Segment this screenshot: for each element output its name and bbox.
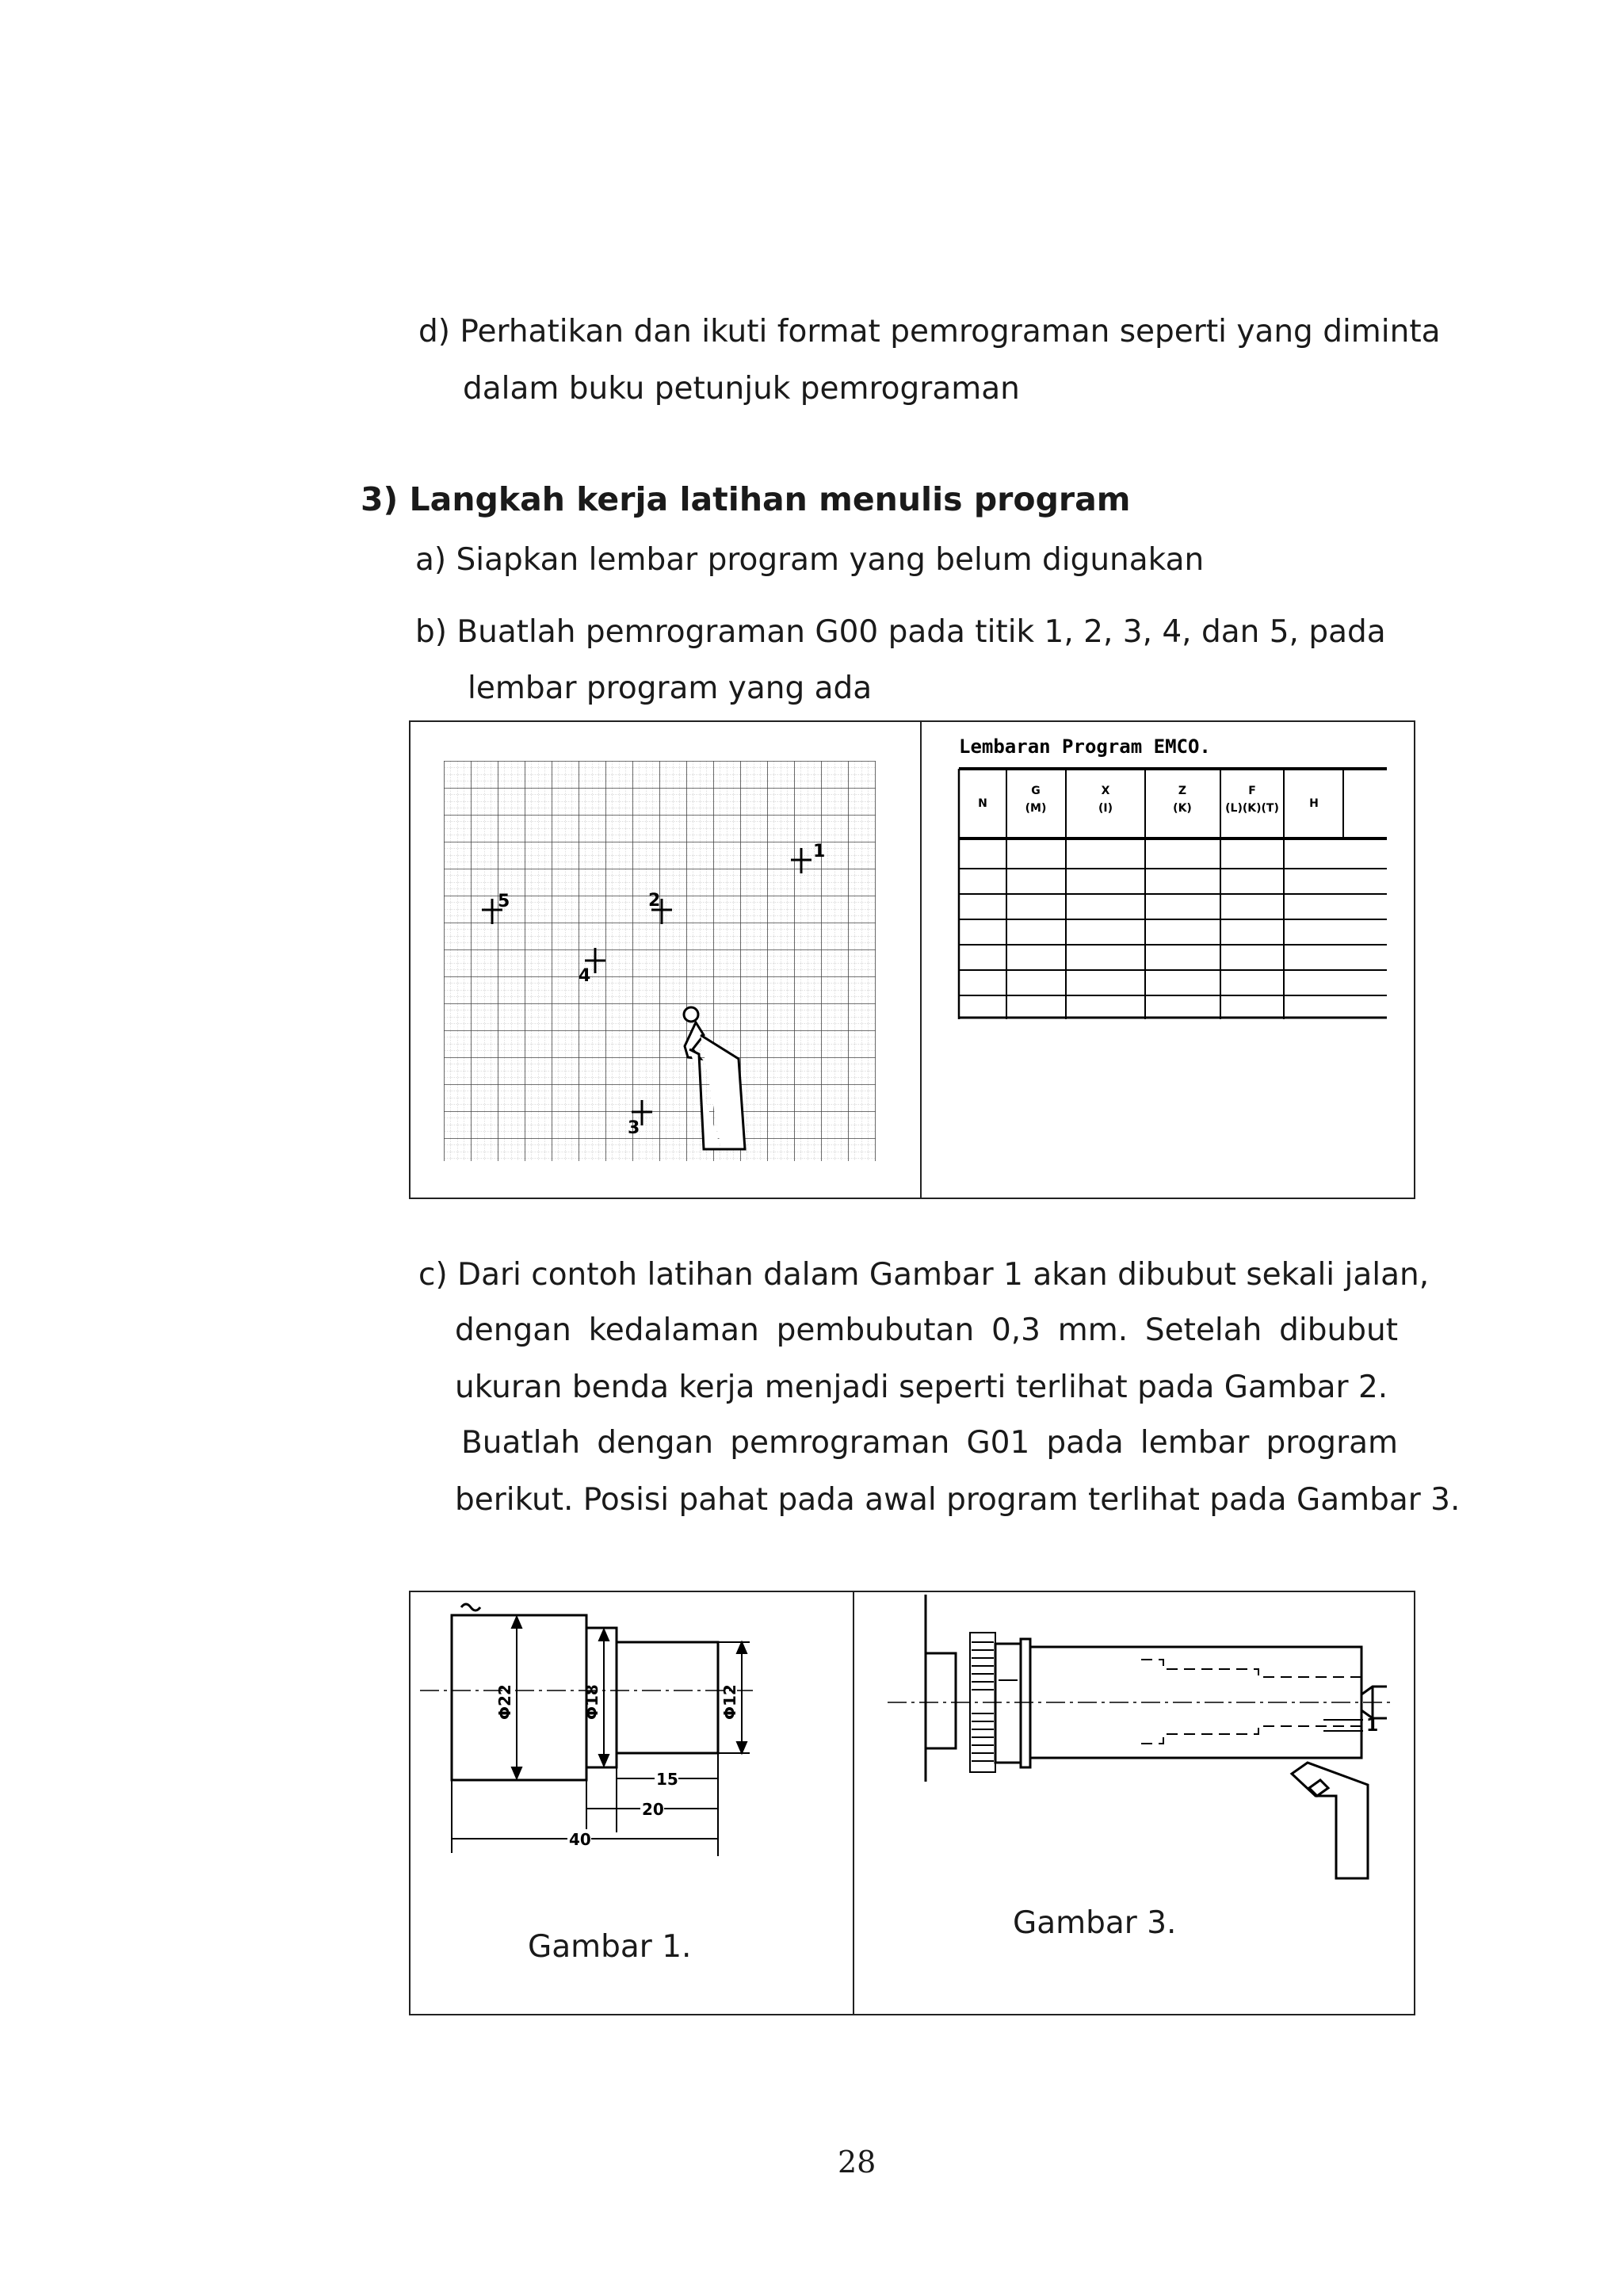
item-b-line2: lembar program yang ada <box>468 670 873 706</box>
grid-figure <box>444 761 880 1165</box>
point-1-label: 1 <box>813 842 826 861</box>
item-c-line1: c) Dari contoh latihan dalam Gambar 1 akan dibubut sekali jalan, <box>418 1257 1430 1293</box>
gambar-1-caption: Gambar 1. <box>528 1929 692 1965</box>
dim-20: 20 <box>642 1800 664 1819</box>
item-c-line2: dengan kedalaman pembubutan 0,3 mm. Setelah dibubut <box>455 1312 1398 1348</box>
col-h-header: H <box>1309 797 1319 810</box>
col-x-header: X <box>1101 785 1110 797</box>
item-c-line5: berikut. Posisi pahat pada awal program terlihat pada Gambar 3. <box>455 1482 1461 1518</box>
section-3-heading: 3) Langkah kerja latihan menulis program <box>361 480 1131 518</box>
dim-d22: Φ22 <box>495 1684 514 1720</box>
item-d-line1: d) Perhatikan dan ikuti format pemrograman seperti yang diminta <box>418 314 1441 350</box>
point-3-label: 3 <box>628 1118 640 1138</box>
dim-15: 15 <box>656 1770 678 1789</box>
point-4-label: 4 <box>579 966 591 986</box>
gambar-1-drawing <box>420 1595 792 1864</box>
col-g-header: G <box>1031 785 1041 797</box>
item-c-line4: Buatlah dengan pemrograman G01 pada lembar program <box>461 1425 1398 1461</box>
col-f-header: F <box>1248 785 1256 797</box>
item-a: a) Siapkan lembar program yang belum digunakan <box>415 542 1205 578</box>
gambar-3-drawing <box>888 1595 1395 1896</box>
item-c-line3: ukuran benda kerja menjadi seperti terlihat pada Gambar 2. <box>455 1370 1388 1405</box>
program-sheet <box>951 726 1395 1059</box>
col-z-header: Z <box>1178 785 1187 797</box>
dim-d18: Φ18 <box>582 1684 601 1720</box>
item-d-line2: dalam buku petunjuk pemrograman <box>463 371 1020 407</box>
col-z-sub: (K) <box>1173 802 1192 815</box>
point-2-label: 2 <box>648 891 661 911</box>
col-g-sub: (M) <box>1025 802 1047 815</box>
program-sheet-title: Lembaran Program EMCO. <box>959 735 1211 758</box>
gambar-3-caption: Gambar 3. <box>1013 1905 1177 1941</box>
gambar-3-label-1: 1 <box>1366 1716 1379 1736</box>
figure-box-divider <box>920 720 922 1199</box>
col-f-sub: (L)(K)(T) <box>1225 802 1279 815</box>
dim-40: 40 <box>569 1830 591 1849</box>
page-number: 28 <box>838 2145 876 2179</box>
dim-d12: Φ12 <box>720 1684 739 1720</box>
item-b-line1: b) Buatlah pemrograman G00 pada titik 1, 2, 3, 4, dan 5, pada <box>415 614 1386 650</box>
col-x-sub: (I) <box>1098 802 1113 815</box>
figure-box-gambar-divider <box>853 1591 854 2015</box>
point-5-label: 5 <box>498 892 510 911</box>
col-n-header: N <box>978 797 987 810</box>
